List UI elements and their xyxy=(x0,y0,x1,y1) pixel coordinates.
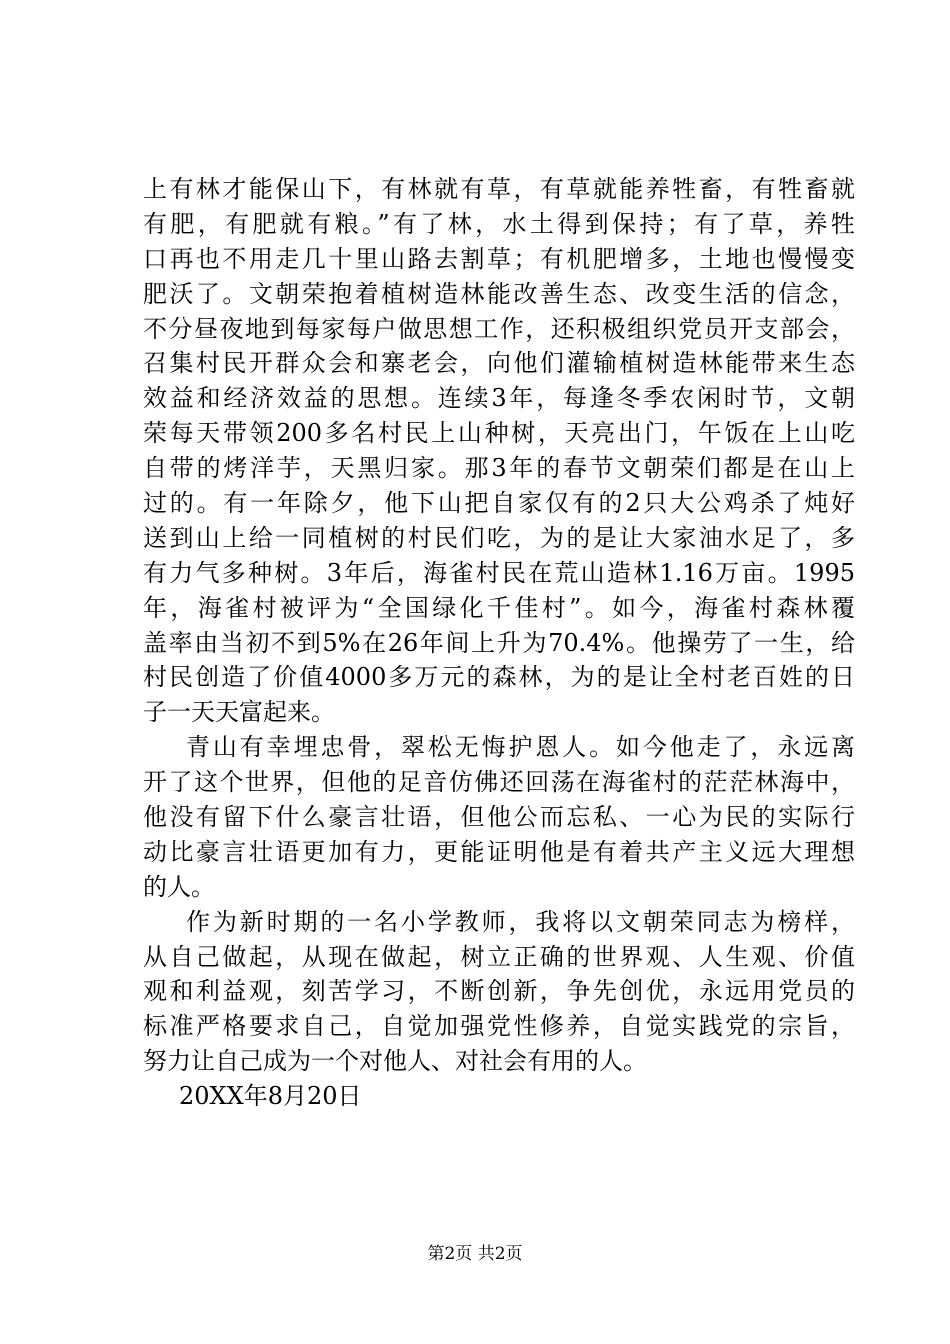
text-line: 的人。 xyxy=(143,872,215,901)
text-line: 观和利益观，刻苦学习，不断创新，争先创优，永远用党员的 xyxy=(143,977,855,1006)
text-line: 盖率由当初不到5%在26年间上升为70.4%。他操劳了一生，给 xyxy=(143,628,855,657)
text-line: 不分昼夜地到每家每户做思想工作，还积极组织党员开支部会， xyxy=(143,314,855,343)
text-line: 召集村民开群众会和寨老会，向他们灌输植树造林能带来生态 xyxy=(143,349,855,378)
text-line: 动比豪言壮语更加有力，更能证明他是有着共产主义远大理想 xyxy=(143,837,855,866)
text-line: 从自己做起，从现在做起，树立正确的世界观、人生观、价值 xyxy=(143,942,855,971)
text-line: 他没有留下什么豪言壮语，但他公而忘私、一心为民的实际行 xyxy=(143,803,855,832)
text-line: 肥沃了。文朝荣抱着植树造林能改善生态、改变生活的信念， xyxy=(143,279,855,308)
text-line: 子一天天富起来。 xyxy=(143,698,335,727)
text-line: 上有林才能保山下，有林就有草，有草就能养牲畜，有牲畜就 xyxy=(143,175,855,203)
text-line: 自带的烤洋芋，天黑归家。那3年的春节文朝荣们都是在山上 xyxy=(143,454,855,483)
text-line: 村民创造了价值4000多万元的森林，为的是让全村老百姓的日 xyxy=(143,663,855,692)
text-line: 青山有幸埋忠骨，翠松无悔护恩人。如今他走了，永远离 xyxy=(186,733,855,762)
text-line: 年，海雀村被评为“全国绿化千佳村”。如今，海雀村森林覆 xyxy=(143,593,855,622)
text-line: 标准严格要求自己，自觉加强党性修养，自觉实践党的宗旨， xyxy=(143,1012,855,1041)
text-line: 作为新时期的一名小学教师，我将以文朝荣同志为榜样， xyxy=(186,907,855,936)
page-number-footer: 第2页 共2页 xyxy=(427,1244,523,1264)
body-text xyxy=(143,172,855,1114)
text-line: 有肥，有肥就有粮。”有了林，水土得到保持；有了草，养牲 xyxy=(143,209,855,238)
text-line: 努力让自己成为一个对他人、对社会有用的人。 xyxy=(143,1047,647,1076)
text-line: 荣每天带领200多名村民上山种树，天亮出门，午饭在上山吃 xyxy=(143,419,855,448)
text-line: 送到山上给一同植树的村民们吃，为的是让大家油水足了，多 xyxy=(143,523,855,552)
text-line: 效益和经济效益的思想。连续3年，每逢冬季农闲时节，文朝 xyxy=(143,384,855,413)
text-line: 开了这个世界，但他的足音仿佛还回荡在海雀村的茫茫林海中， xyxy=(143,768,855,797)
text-line: 有力气多种树。3年后，海雀村民在荒山造林1.16万亩。1995 xyxy=(143,558,855,587)
text-line: 口再也不用走几十里山路去割草；有机肥增多，土地也慢慢变 xyxy=(143,244,855,273)
text-line: 过的。有一年除夕，他下山把自家仅有的2只大公鸡杀了炖好 xyxy=(143,489,855,518)
date-line: 20XX年8月20日 xyxy=(179,1082,362,1111)
